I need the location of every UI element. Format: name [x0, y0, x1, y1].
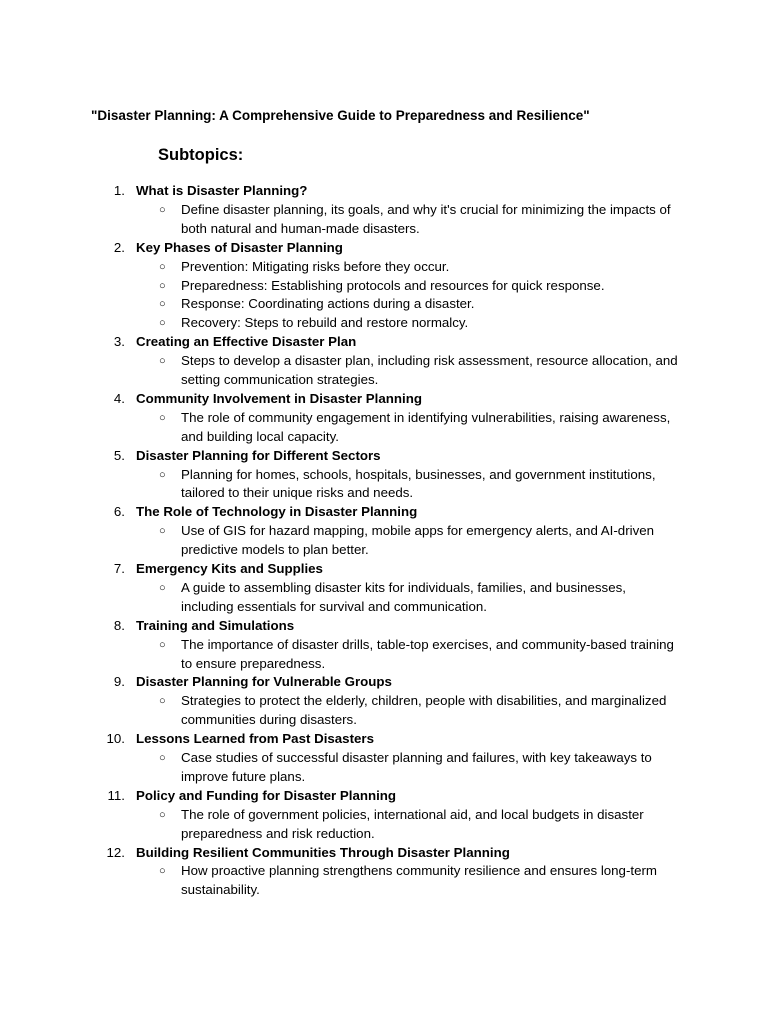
topic-title: Policy and Funding for Disaster Planning: [136, 787, 397, 803]
topic-points-list: [0, 258, 768, 334]
point-text: A guide to assembling disaster kits for individuals, families, and businesses, including essentials for survival and communication.: [181, 579, 626, 614]
topic-title: What is Disaster Planning?: [136, 183, 308, 198]
hollow-circle-bullet-icon: ○: [159, 638, 166, 651]
topic-number: 11.: [107, 787, 125, 803]
point-text: Recovery: Steps to rebuild and restore normalcy.: [181, 315, 469, 331]
list-item: [0, 182, 768, 239]
hollow-circle-bullet-icon: ○: [159, 279, 166, 292]
topic-heading-row: [0, 673, 768, 692]
topic-number: 9.: [113, 674, 125, 690]
point-text: Planning for homes, schools, hospitals, businesses, and government institutions, tailored to their unique risks and needs.: [181, 466, 656, 501]
list-item: [0, 295, 768, 314]
hollow-circle-bullet-icon: ○: [159, 581, 166, 594]
topic-heading-row: [0, 239, 768, 258]
hollow-circle-bullet-icon: ○: [159, 317, 166, 330]
topic-points-list: [0, 749, 768, 787]
topic-title: Disaster Planning for Vulnerable Groups: [136, 674, 392, 690]
point-text: Define disaster planning, its goals, and why it's crucial for minimizing the impacts of both natural and human-made disasters.: [181, 201, 671, 236]
topic-title: Disaster Planning for Different Sectors: [136, 447, 381, 463]
document-title: "Disaster Planning: A Comprehensive Guide to Preparedness and Resilience": [91, 108, 590, 123]
topic-number: 4.: [113, 390, 125, 406]
list-item: [0, 560, 768, 617]
topic-heading-row: [0, 390, 768, 409]
hollow-circle-bullet-icon: ○: [159, 298, 166, 311]
list-item: [0, 466, 768, 504]
point-text: Response: Coordinating actions during a disaster.: [181, 296, 475, 312]
topic-title: Lessons Learned from Past Disasters: [136, 731, 374, 747]
topic-number: 6.: [113, 504, 125, 520]
hollow-circle-bullet-icon: ○: [159, 203, 166, 216]
list-item: [0, 673, 768, 730]
list-item: [0, 201, 768, 239]
topic-heading-row: [0, 182, 768, 201]
point-text: Strategies to protect the elderly, children, people with disabilities, and marginalized communities during disasters.: [181, 693, 667, 728]
point-text: Use of GIS for hazard mapping, mobile apps for emergency alerts, and AI-driven predictive models to plan better.: [181, 523, 655, 558]
hollow-circle-bullet-icon: ○: [159, 865, 166, 878]
hollow-circle-bullet-icon: ○: [159, 695, 166, 708]
point-text: The importance of disaster drills, table-top exercises, and community-based training to ensure preparedness.: [181, 636, 674, 671]
list-item: [0, 258, 768, 277]
list-item: [0, 447, 768, 504]
point-text: Preparedness: Establishing protocols and resources for quick response.: [181, 277, 605, 293]
subtopics-heading: Subtopics:: [158, 146, 244, 164]
topic-number: 8.: [113, 617, 125, 633]
topic-number: 7.: [113, 561, 125, 577]
topic-heading-row: [0, 560, 768, 579]
list-item: [0, 522, 768, 560]
list-item: [0, 409, 768, 447]
list-item: [0, 333, 768, 390]
topic-title: Building Resilient Communities Through Disaster Planning: [136, 844, 510, 860]
hollow-circle-bullet-icon: ○: [159, 260, 166, 273]
list-item: [0, 749, 768, 787]
hollow-circle-bullet-icon: ○: [159, 355, 166, 368]
topic-title: Key Phases of Disaster Planning: [136, 239, 343, 255]
list-item: [0, 862, 768, 900]
list-item: [0, 579, 768, 617]
topic-heading-row: [0, 787, 768, 806]
topic-number: 5.: [113, 447, 125, 463]
hollow-circle-bullet-icon: ○: [159, 808, 166, 821]
list-item: [0, 636, 768, 674]
point-text: Prevention: Mitigating risks before they occur.: [181, 258, 450, 274]
list-item: [0, 503, 768, 560]
hollow-circle-bullet-icon: ○: [159, 752, 166, 765]
list-item: [0, 617, 768, 674]
topic-number: 1.: [113, 183, 125, 198]
subtopics-list: [0, 182, 768, 900]
point-text: Case studies of successful disaster planning and failures, with key takeaways to improve future plans.: [181, 750, 652, 784]
topic-points-list: [0, 692, 768, 730]
topic-title: Community Involvement in Disaster Planning: [136, 390, 422, 406]
list-item: [0, 314, 768, 333]
topic-heading-row: [0, 503, 768, 522]
topic-number: 12.: [106, 844, 125, 860]
list-item: [0, 239, 768, 334]
topic-points-list: [0, 201, 768, 239]
topic-points-list: [0, 579, 768, 617]
list-item: [0, 806, 768, 844]
topic-heading-row: [0, 333, 768, 352]
topic-points-list: [0, 522, 768, 560]
topic-points-list: [0, 409, 768, 447]
topic-points-list: [0, 466, 768, 504]
list-item: [0, 277, 768, 296]
topic-heading-row: [0, 730, 768, 749]
list-item: [0, 844, 768, 901]
topic-number: 3.: [113, 334, 125, 350]
topic-heading-row: [0, 447, 768, 466]
point-text: The role of government policies, international aid, and local budgets in disaster preparedness and risk reduction.: [181, 806, 644, 841]
topic-points-list: [0, 862, 768, 900]
topic-heading-row: [0, 844, 768, 863]
point-text: The role of community engagement in identifying vulnerabilities, raising awareness, and building local capacity.: [181, 409, 671, 444]
topic-points-list: [0, 636, 768, 674]
topic-number: 2.: [113, 239, 125, 255]
topic-points-list: [0, 806, 768, 844]
list-item: [0, 787, 768, 844]
topic-heading-row: [0, 617, 768, 636]
point-text: Steps to develop a disaster plan, including risk assessment, resource allocation, and setting communication strategies.: [181, 353, 678, 388]
list-item: [0, 390, 768, 447]
list-item: [0, 692, 768, 730]
topic-title: Emergency Kits and Supplies: [136, 561, 323, 577]
hollow-circle-bullet-icon: ○: [159, 468, 166, 481]
topic-title: Training and Simulations: [136, 617, 295, 633]
point-text: How proactive planning strengthens community resilience and ensures long-term sustainability.: [181, 863, 657, 898]
hollow-circle-bullet-icon: ○: [159, 411, 166, 424]
topic-number: 10.: [106, 731, 125, 747]
hollow-circle-bullet-icon: ○: [159, 525, 166, 538]
list-item: [0, 730, 768, 787]
list-item: [0, 352, 768, 390]
topic-points-list: [0, 352, 768, 390]
topic-title: The Role of Technology in Disaster Planning: [136, 504, 418, 520]
topic-title: Creating an Effective Disaster Plan: [136, 334, 357, 350]
